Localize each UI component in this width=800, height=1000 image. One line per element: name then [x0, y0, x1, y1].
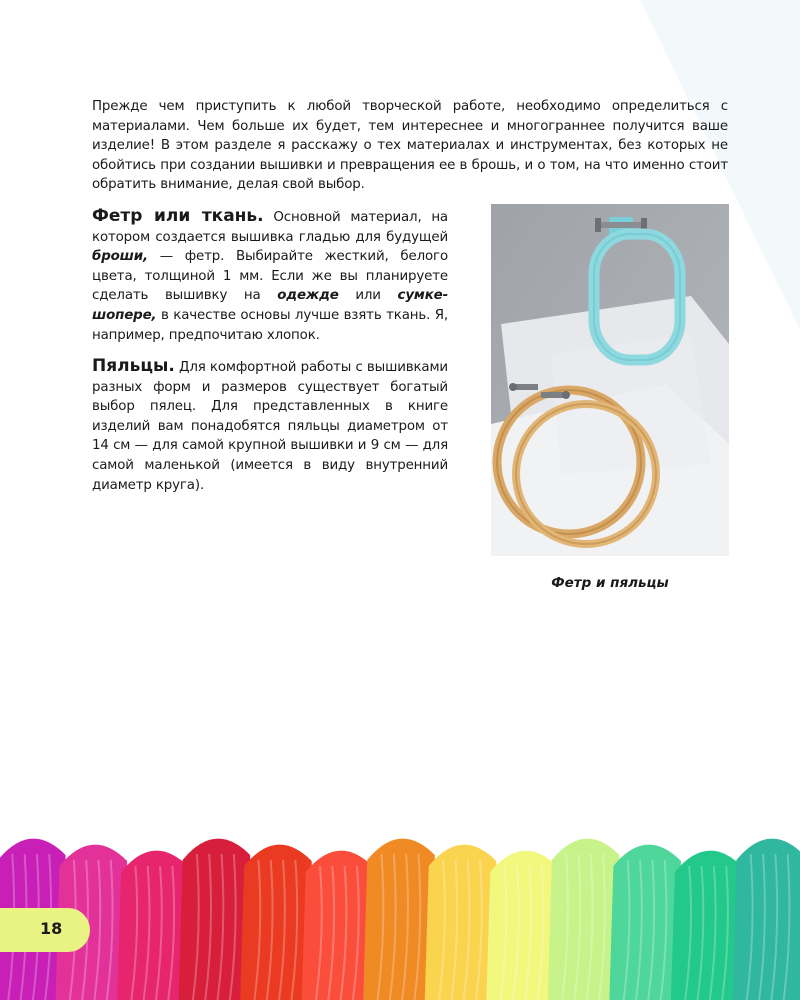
hoops-heading: Пяльцы.	[92, 356, 175, 376]
felt-emphasis-clothes: одежде	[277, 288, 339, 304]
hoops-section	[92, 357, 448, 495]
felt-text-3: или	[338, 288, 398, 304]
intro-paragraph: Прежде чем приступить к любой творческой работе, необходимо определиться с материалами. Чем больше их будет, тем интереснее и многограннее получится ваше изделие! В этом разделе я расскажу о тех материалах и инструментах, без которых не обойтись при создании вышивки и превращения ее в брошь, и о том, на что именно стоит обратить внимание, делая свой выбор.	[92, 99, 728, 193]
felt-text-2: — фетр. Выбирайте жесткий, белого цвета, толщиной 1 мм. Если же вы планируете сделать вышивку на	[92, 249, 448, 304]
felt-text-4: в качестве основы лучше взять ткань. Я, например, предпочитаю хлопок.	[92, 307, 448, 343]
hoops-text: Для комфортной работы с вышивками разных форм и размеров существует богатый выбор пялец. Для представленных в книге изделий вам понадобятся пяльцы диаметром от 14 см — для самой крупной вышивки и 9 см — для самой маленькой (имеется в виду внутренний диаметр круга).	[92, 360, 448, 493]
felt-and-hoops-photo	[491, 204, 729, 556]
felt-emphasis-brooch: броши,	[92, 249, 148, 265]
photo-caption: Фетр и пяльцы	[551, 575, 669, 591]
felt-heading: Фетр или ткань.	[92, 206, 264, 226]
felt-text-1: Основной материал, на котором создается вышивка гладью для будущей	[92, 210, 448, 245]
felt-emphasis-shopper: сумке-шопере,	[92, 288, 448, 323]
page-number: 18	[40, 919, 63, 938]
embroidery-threads-image	[0, 820, 800, 1000]
felt-section	[92, 207, 448, 345]
